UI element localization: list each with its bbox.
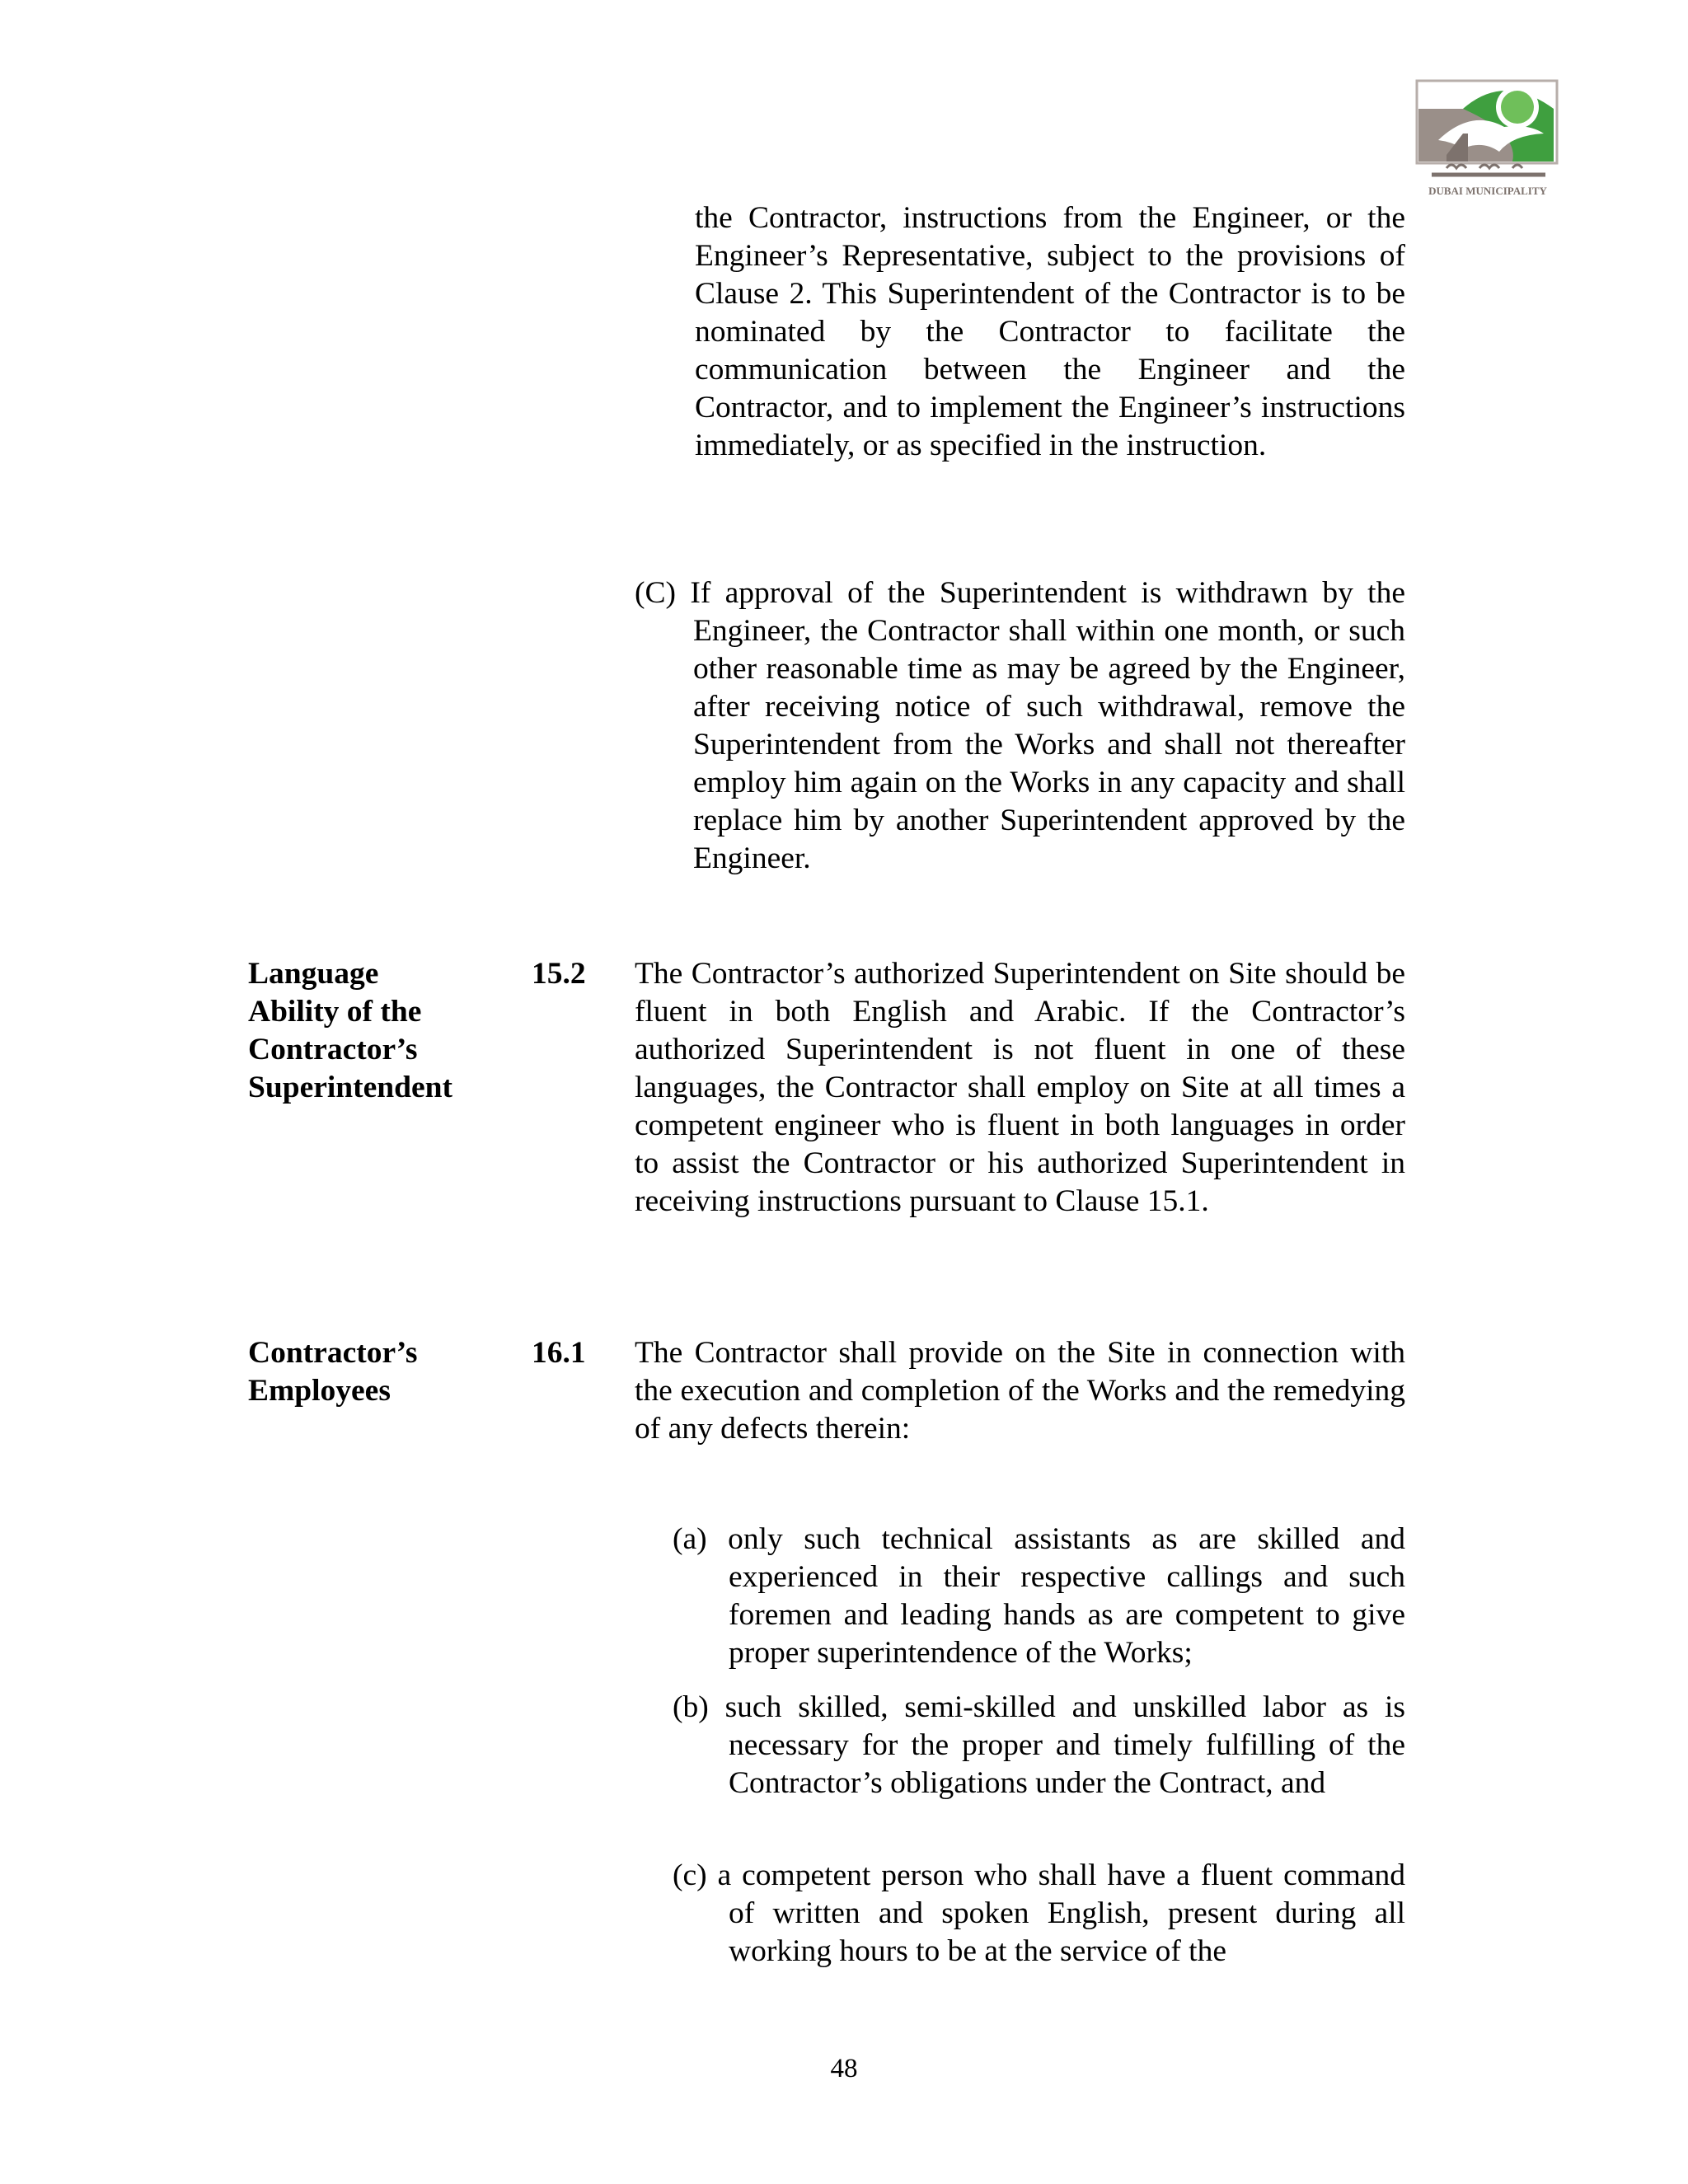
page-number: 48	[830, 2054, 858, 2083]
clause-number-15-2: 15.2	[532, 957, 586, 991]
clause-text-16-1: The Contractor shall provide on the Site in connection with the execution and completion of the Works and the remedying of any defects therein:	[635, 1336, 1405, 1446]
paragraph-continuation: the Contractor, instructions from the Engineer, or the Engineer’s Representative, subject to the provisions of Clause 2. This Superintendent of the Contractor is to be nominated by the Contractor to facilitate the communication between the Engineer and the Contractor, and to implement the Engineer’s instructions immediately, or as specified in the instruction.	[695, 201, 1405, 462]
clause-text-15-2: The Contractor’s authorized Superintendent on Site should be fluent in both English and Arabic. If the Contractor’s authorized Superintendent is not fluent in one of these languages, the Contractor shall employ on Site at all times a competent engineer who is fluent in both languages in order to assist the Contractor or his authorized Superintendent in receiving instructions pursuant to Clause 15.1.	[635, 957, 1405, 1218]
logo-text: DUBAI MUNICIPALITY	[1428, 185, 1547, 197]
dubai-municipality-logo-icon	[1414, 76, 1562, 201]
section-heading-contractors-employees: Contractor’s Employees	[248, 1336, 418, 1408]
list-item-b: (b) such skilled, semi-skilled and unskilled labor as is necessary for the proper and timely fulfilling of the Contractor’s obligations under the Contract, and	[673, 1690, 1405, 1800]
section-heading-language-ability: Language Ability of the Contractor’s Superintendent	[248, 957, 452, 1104]
clause-number-16-1: 16.1	[532, 1336, 586, 1370]
list-item-a: (a) only such technical assistants as are skilled and experienced in their respective callings and such foremen and leading hands as are competent to give proper superintendence of the Works;	[673, 1522, 1405, 1670]
list-item-c: (c) a competent person who shall have a fluent command of written and spoken English, present during all working hours to be at the service of the	[673, 1858, 1405, 1968]
paragraph-clause-c: (C) If approval of the Superintendent is withdrawn by the Engineer, the Contractor shall within one month, or such other reasonable time as may be agreed by the Engineer, after receiving notice of such withdrawal, remove the Superintendent from the Works and shall not thereafter employ him again on the Works in any capacity and shall replace him by another Superintendent approved by the Engineer.	[635, 576, 1405, 875]
